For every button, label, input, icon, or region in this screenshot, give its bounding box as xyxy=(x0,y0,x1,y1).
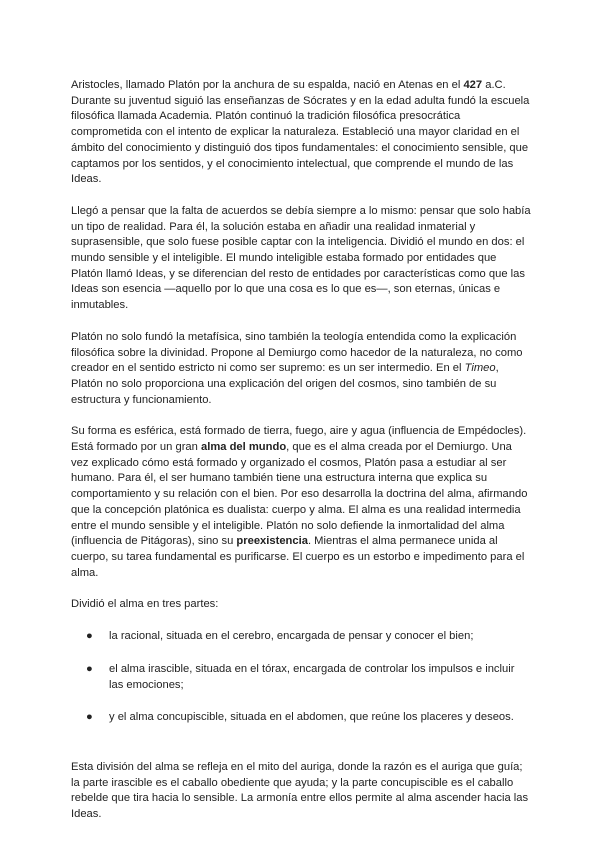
text-run: . Mientras el alma permanece unida al cuerpo, su tarea fundamental es purificarse. El cuerpo es un estorbo e impedimento para el alma. xyxy=(71,535,525,579)
bullet-icon: ● xyxy=(86,662,93,675)
bullet-icon: ● xyxy=(86,711,93,724)
text-run: a.C. Durante su juventud siguió las enseñanzas de Sócrates y en la edad adulta fundó la escuela filosófica llamada Academia. Platón continuó la tradición filosófica presocrática comprometida con el intento de explicar la naturaleza. Estableció una mayor claridad en el ámbito del conocimiento y distinguió dos tipos fundamentales: el conocimiento sensible, que captamos por los sentidos, y el conocimiento intelectual, que comprende el mundo de las Ideas. xyxy=(71,79,530,186)
list-item-text: la racional, situada en el cerebro, encargada de pensar y conocer el bien; xyxy=(109,630,474,643)
text-run: Aristocles, llamado Platón por la anchura de su espalda, nació en Atenas en el xyxy=(71,79,464,91)
text-run: Platón no solo fundó la metafísica, sino también la teología entendida como la explicación filosófica sobre la divinidad. Propone al Demiurgo como hacedor de la naturaleza, no como creador en el sentido estricto ni como ser supremo: es un ser intermedio. En el xyxy=(71,330,523,375)
bullet-icon: ● xyxy=(86,630,93,643)
paragraph-auriga: Esta división del alma se refleja en el mito del auriga, donde la razón es el auriga que guía; la parte irascible es el caballo obediente que ayuda; y la parte concupiscible es el caballo rebelde que tira hacia lo sensible. La armonía entre ellos permite al alma ascender hacia las Ideas. xyxy=(71,760,529,821)
paragraph-intro xyxy=(71,78,531,188)
paragraph-three-parts: Dividió el alma en tres partes: xyxy=(71,598,219,611)
list-item-text: el alma irascible, situada en el tórax, encargada de controlar los impulsos e incluir las emociones; xyxy=(109,662,515,691)
soul-parts-list xyxy=(71,629,531,726)
list-item xyxy=(71,629,531,645)
bold-year: 427 xyxy=(463,79,483,91)
text-run: , Platón no solo proporciona una explicación del origen del cosmos, sino también de su estructura y funcionamiento. xyxy=(71,362,499,406)
text-run: Su forma es esférica, está formado de tierra, fuego, aire y agua (influencia de Empédocles). Está formado por un gran xyxy=(71,425,527,454)
bold-preexistencia: preexistencia xyxy=(236,535,308,548)
paragraph-soul xyxy=(71,424,531,581)
list-item xyxy=(71,662,531,693)
text-run: , que es el alma creada por el Demiurgo. Una vez explicado cómo está formado y organizado el cosmos, Platón pasa a estudiar al ser humano. Para él, el ser humano también tiene una estructura interna que explica su comportamiento y su relación con el bien. Por eso desarrolla la doctrina del alma, afirmando que la concepción platónica es dualista: cuerpo y alma. El alma es una realidad intermedia entre el mundo sensible y el inteligible. Platón no solo defiende la inmortalidad del alma (influencia de Pitágoras), sino su xyxy=(71,441,528,548)
bold-alma-del-mundo: alma del mundo xyxy=(200,441,287,454)
document-page xyxy=(71,78,531,839)
list-item xyxy=(71,710,531,726)
paragraph-demiurge xyxy=(71,330,531,409)
list-item-text: y el alma concupiscible, situada en el abdomen, que reúne los placeres y deseos. xyxy=(109,711,514,724)
italic-timeo: Timeo xyxy=(464,362,496,375)
paragraph-two-worlds: Llegó a pensar que la falta de acuerdos se debía siempre a lo mismo: pensar que solo había un tipo de realidad. Para él, la solución estaba en añadir una realidad inmaterial y suprasensible, que solo fuese posible captar con la inteligencia. Dividió el mundo en dos: el mundo sensible y el inteligible. El mundo inteligible estaba formado por entidades que Platón llamó Ideas, y se diferencian del resto de entidades por características como que las Ideas son esencia —aquello por lo que una cosa es lo que es—, son eternas, únicas e inmutables. xyxy=(71,204,531,312)
